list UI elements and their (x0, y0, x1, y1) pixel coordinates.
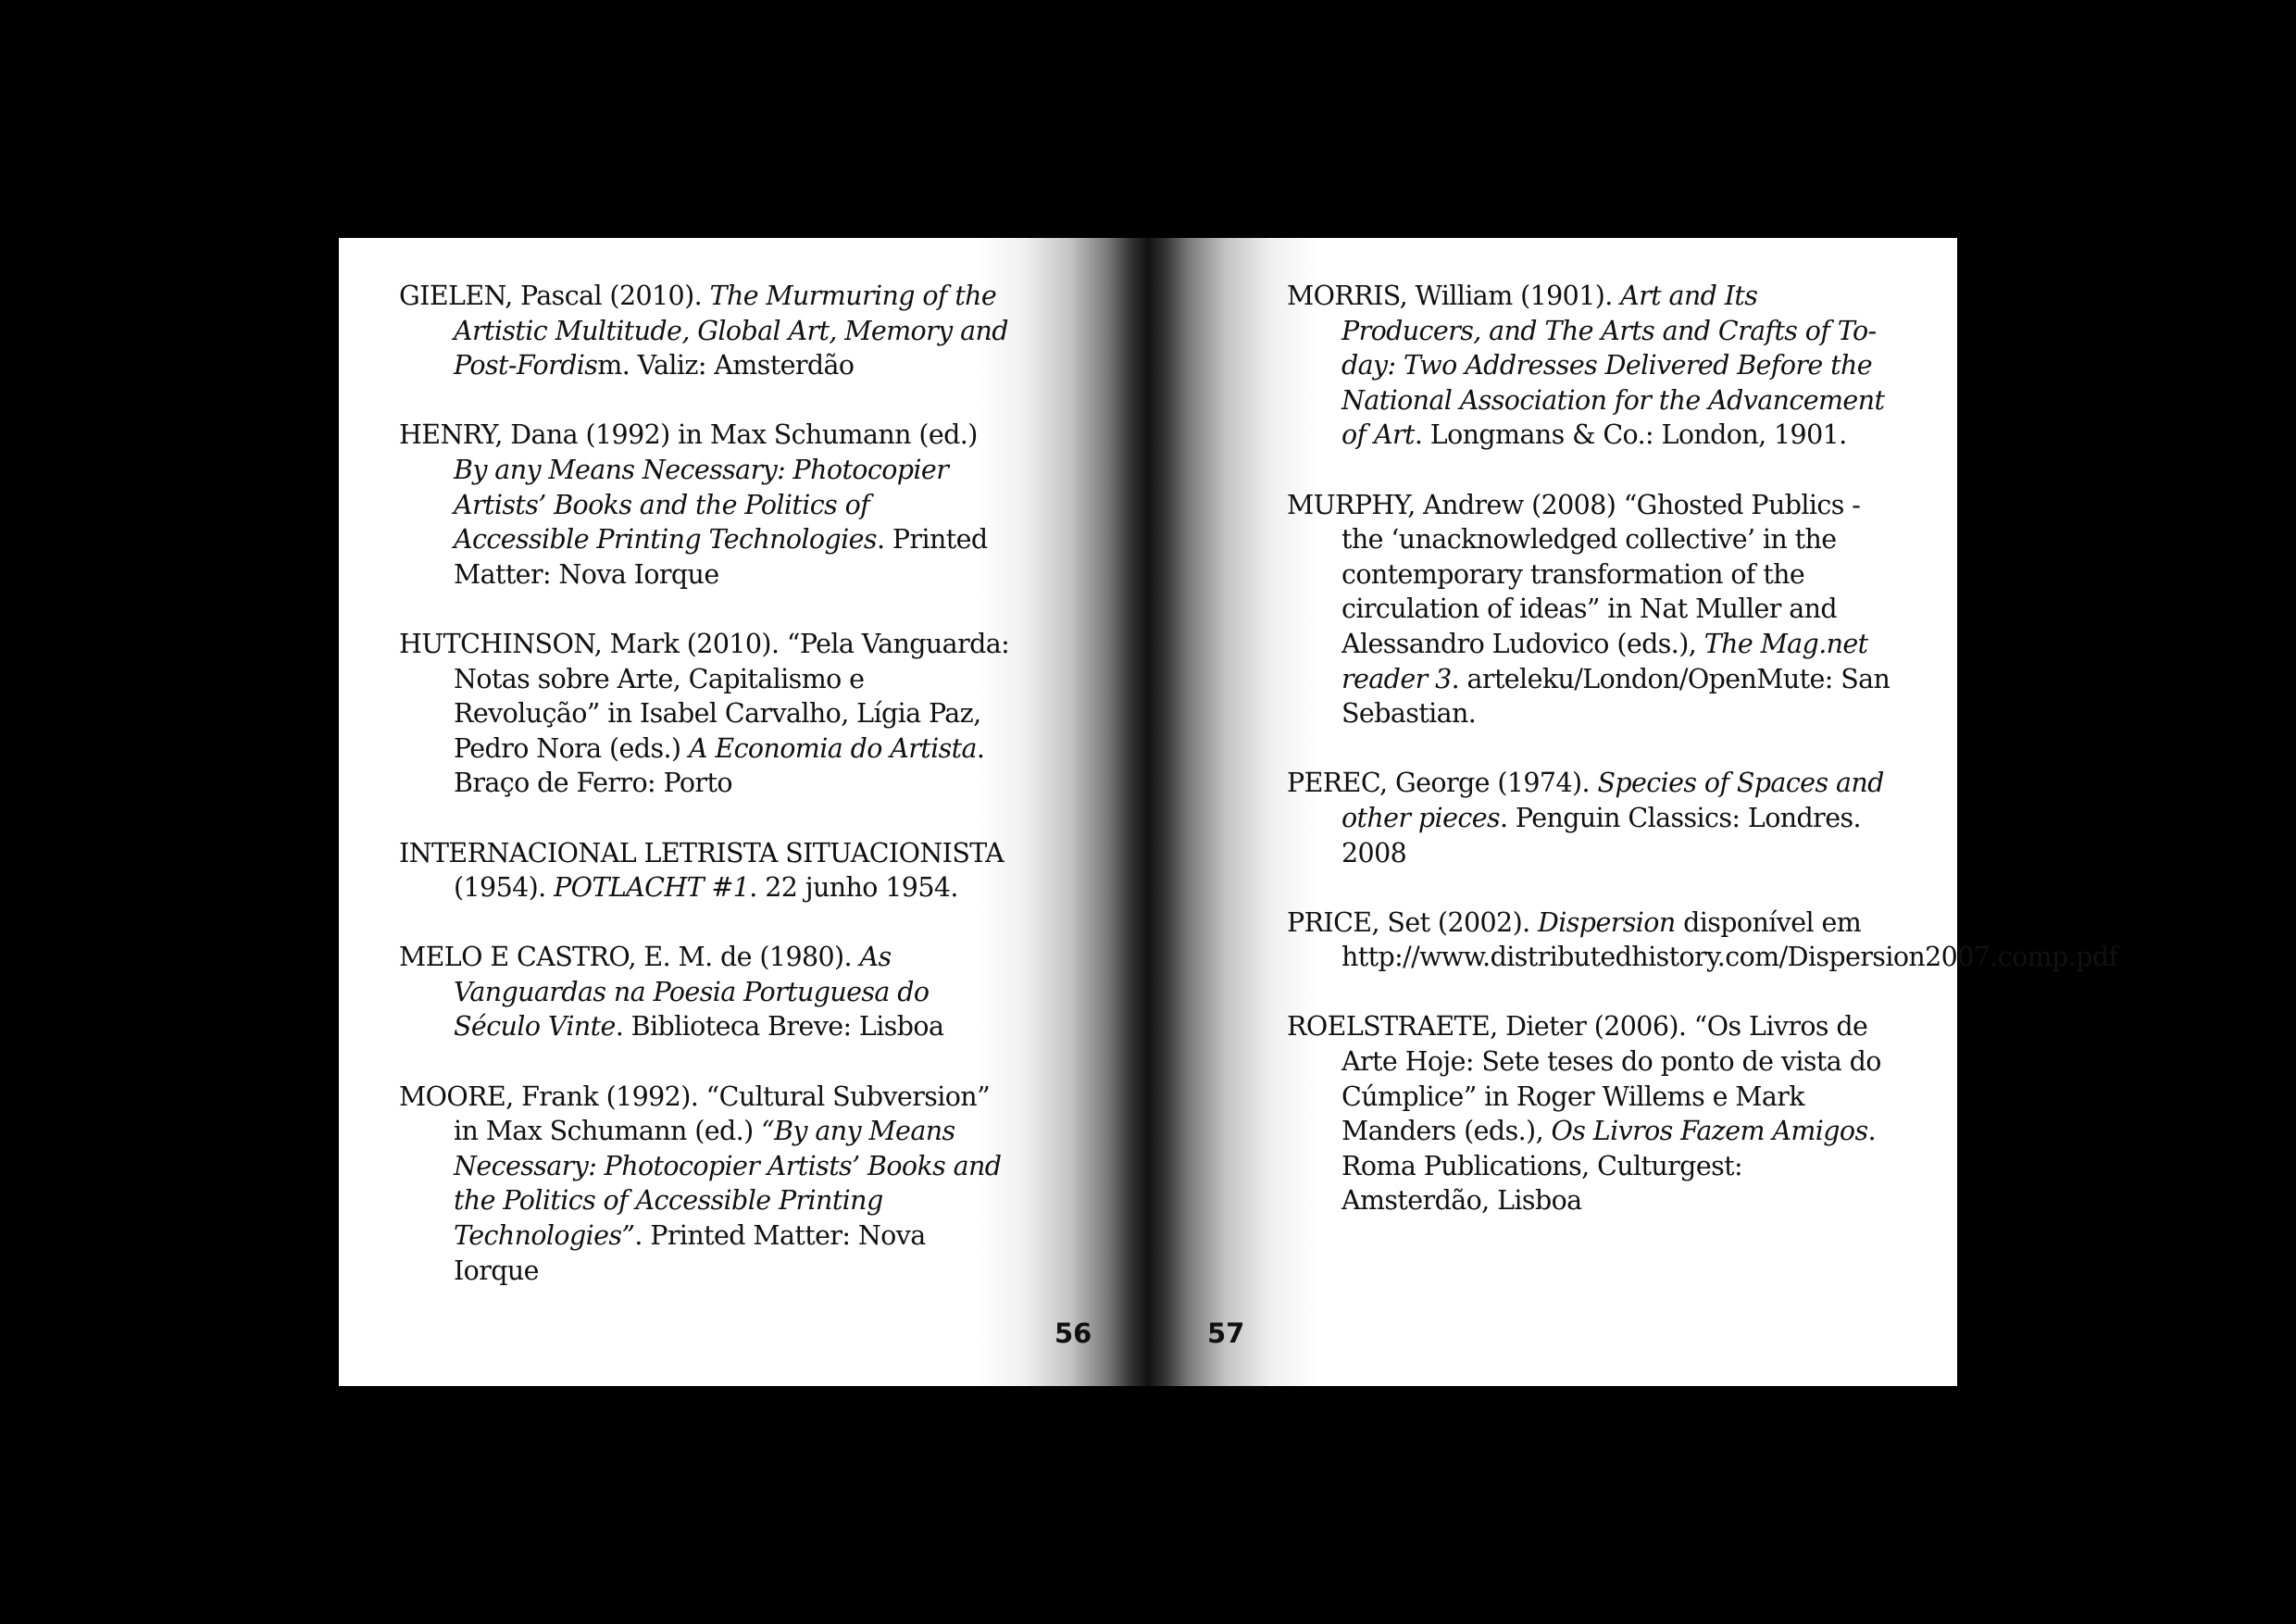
bibliography-entry (399, 279, 1010, 383)
entry-title: By any Means Necessary: Photocopier Artists’ Books and the Politics of Accessible Printing Technologies (454, 454, 949, 556)
entry-publisher: disponível em http://www.distributedhistory.com/Dispersion2007.comp.pdf (1341, 906, 2118, 973)
entry-publisher: . Penguin Classics: Londres. 2008 (1341, 802, 1861, 868)
entry-title: Species of Spaces and other pieces (1341, 768, 1884, 833)
book-spread (339, 238, 2118, 1386)
entry-author: INTERNACIONAL LETRISTA SITUACIONISTA (1954). (399, 837, 1004, 904)
page-number-right: 57 (1207, 1318, 1245, 1349)
entry-author: MURPHY, Andrew (2008) “Ghosted Publics - the ‘unacknowledged collective’ in the contemporary transformation of the circulation of ideas” in Nat Muller and Alessandro Ludovico (eds.), (1287, 489, 1861, 659)
entry-author: HENRY, Dana (1992) in Max Schumann (ed.) (399, 419, 978, 451)
entry-title: POTLACHT #1 (554, 872, 750, 904)
left-page (339, 238, 1148, 1386)
entry-title: A Economia do Artista (688, 732, 977, 764)
bibliography-list (399, 279, 1010, 1323)
page-number-left: 56 (1054, 1318, 1092, 1349)
entry-publisher: . Braço de Ferro: Porto (454, 732, 985, 799)
bibliography-entry (1287, 766, 1898, 870)
bibliography-entry (1287, 1009, 1898, 1218)
bibliography-list (1287, 279, 2118, 1254)
entry-publisher: . Biblioteca Breve: Lisboa (615, 1011, 944, 1043)
entry-author: ROELSTRAETE, Dieter (2006). “Os Livros de Arte Hoje: Sete teses do ponto de vista do Cúmplice” in Roger Willems e Mark Manders (eds.), (1287, 1011, 1881, 1147)
entry-title: The Mag.net reader 3 (1341, 628, 1868, 694)
entry-author: GIELEN, Pascal (2010). (399, 281, 710, 311)
entry-title: Art and Its Producers, and The Arts and Crafts of To-day: Two Addresses Delivered Before the National Association for the Advancement of Art (1341, 281, 1885, 451)
entry-publisher: . Printed Matter: Nova Iorque (454, 524, 988, 590)
entry-publisher: . 22 junho 1954. (749, 872, 958, 904)
bibliography-entry (399, 627, 1010, 801)
bibliography-entry (1287, 488, 1898, 731)
entry-publisher: m. Valiz: Amsterdão (597, 350, 855, 381)
bibliography-entry (399, 1080, 1010, 1289)
bibliography-entry (1287, 279, 1898, 453)
bibliography-entry (399, 940, 1010, 1044)
entry-author: PRICE, Set (2002). (1287, 906, 1539, 938)
bibliography-entry (399, 418, 1010, 592)
entry-author: PEREC, George (1974). (1287, 768, 1598, 799)
entry-author: MELO E CASTRO, E. M. de (1980). (399, 942, 860, 973)
entry-publisher: . Roma Publications, Culturgest: Amsterdão, Lisboa (1341, 1116, 1876, 1217)
bibliography-entry (1287, 906, 2118, 975)
entry-title: Dispersion (1538, 906, 1676, 938)
entry-title: “By any Means Necessary: Photocopier Artists’ Books and the Politics of Accessible Printing Technologies” (454, 1116, 1002, 1252)
entry-title: Os Livros Fazem Amigos (1551, 1116, 1868, 1147)
entry-title: As Vanguardas na Poesia Portuguesa do Século Vinte (454, 942, 930, 1043)
entry-author: HUTCHINSON, Mark (2010). “Pela Vanguarda: Notas sobre Arte, Capitalismo e Revolução” in Isabel Carvalho, Lígia Paz, Pedro Nora (eds.) (399, 628, 1010, 764)
entry-publisher: . arteleku/London/OpenMute: San Sebastian. (1341, 663, 1890, 730)
right-page (1148, 238, 2118, 1386)
entry-author: MOORE, Frank (1992). “Cultural Subversion” in Max Schumann (ed.) (399, 1081, 991, 1147)
entry-title: The Murmuring of the Artistic Multitude, Global Art, Memory and Post-Fordis (454, 281, 1008, 381)
entry-publisher: . Printed Matter: Nova Iorque (454, 1220, 926, 1286)
entry-author: MORRIS, William (1901). (1287, 281, 1621, 311)
bibliography-entry (399, 836, 1010, 906)
entry-publisher: . Longmans & Co.: London, 1901. (1414, 419, 1847, 451)
